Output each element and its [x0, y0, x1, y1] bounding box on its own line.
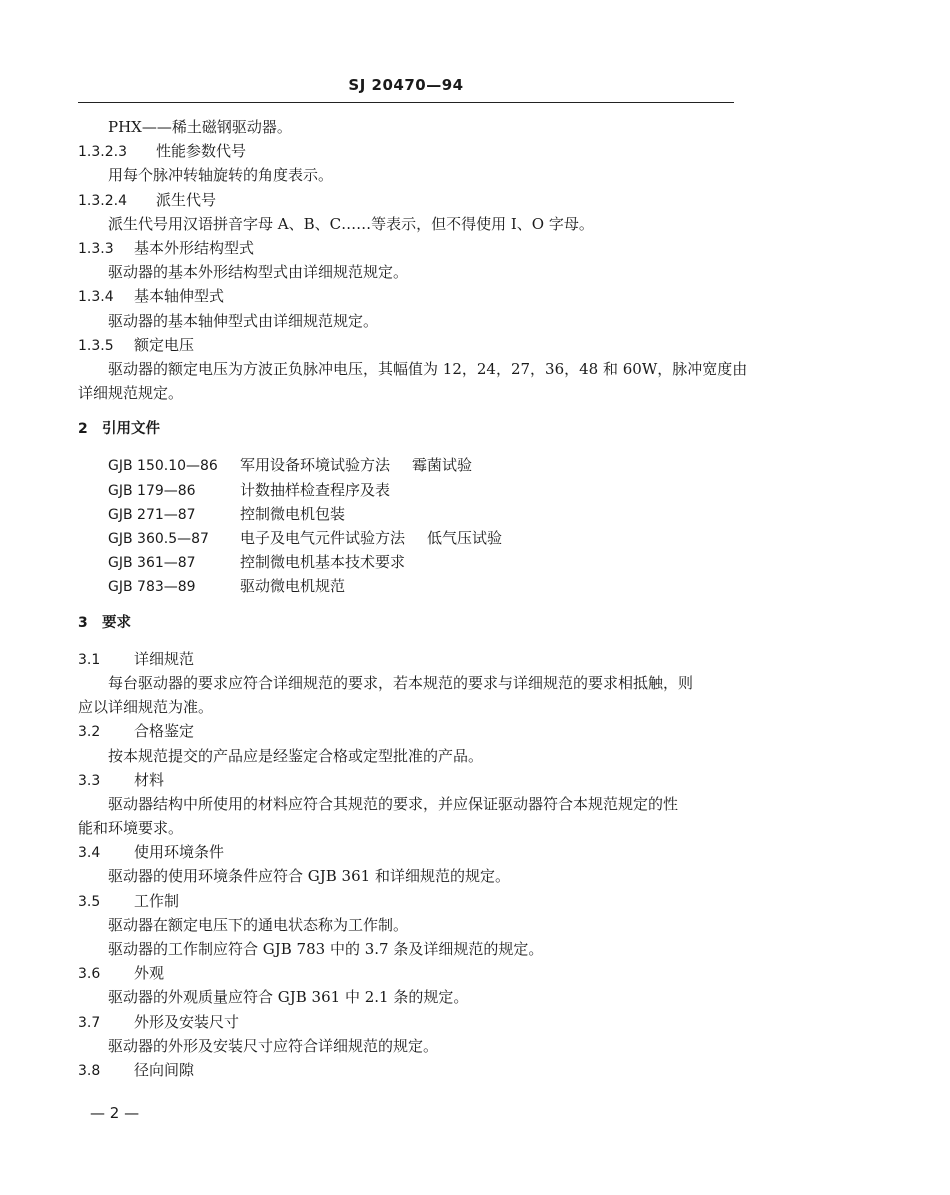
clause-heading: [78, 647, 738, 671]
section-heading: [78, 417, 738, 441]
clause-title: 性能参数代号: [156, 142, 247, 161]
clause-heading: [78, 768, 738, 792]
section-title: 引用文件: [102, 421, 160, 438]
reference-code: GJB 361—87: [108, 555, 196, 572]
reference-code: GJB 360.5—87: [108, 531, 209, 547]
reference-entry: [78, 478, 738, 502]
paragraph-continuation: 能和环境要求。: [78, 819, 184, 838]
spacer: [78, 599, 738, 611]
clause-heading: [78, 840, 738, 864]
clause-heading: [78, 139, 738, 163]
clause-heading: [78, 284, 738, 308]
clause-number: 3.8: [78, 1062, 101, 1079]
paragraph-line: 驱动器的基本轴伸型式由详细规范规定。: [108, 311, 379, 330]
reference-entry: [78, 453, 738, 477]
reference-subtitle: 低气压试验: [427, 529, 503, 547]
paragraph-line: 驱动器的工作制应符合 GJB 783 中的 3.7 条及详细规范的规定。: [108, 940, 544, 958]
reference-title: 驱动微电机规范: [240, 577, 346, 596]
clause-title: 基本外形结构型式: [134, 238, 255, 257]
spacer: [78, 405, 738, 417]
reference-title: 控制微电机包装: [240, 504, 346, 523]
section-number: 2: [78, 421, 88, 438]
paragraph-line: 驱动器在额定电压下的通电状态称为工作制。: [108, 915, 409, 934]
clause-title: 基本轴伸型式: [134, 287, 225, 306]
clause-title: 详细规范: [134, 649, 195, 668]
reference-title: 控制微电机基本技术要求: [240, 553, 406, 572]
clause-heading: [78, 1010, 738, 1034]
paragraph-continuation: 详细规范规定。: [78, 384, 184, 403]
clause-number: 1.3.3: [78, 240, 114, 257]
clause-number: 3.1: [78, 651, 101, 668]
paragraph-line: 驱动器的基本外形结构型式由详细规范规定。: [108, 263, 409, 282]
clause-heading: [78, 1058, 738, 1082]
clause-heading: [78, 333, 738, 357]
clause-number: 3.3: [78, 772, 101, 789]
section-title: 要求: [102, 614, 131, 631]
clause-heading: [78, 961, 738, 985]
paragraph-line: 驱动器的外形及安装尺寸应符合详细规范的规定。: [108, 1036, 439, 1055]
clause-number: 3.6: [78, 966, 101, 983]
reference-title: 电子及电气元件试验方法: [240, 529, 406, 547]
clause-number: 3.2: [78, 724, 101, 741]
paragraph-line: 用每个脉冲转轴旋转的角度表示。: [108, 166, 334, 185]
clause-title: 使用环境条件: [134, 843, 225, 862]
page-number: — 2 —: [90, 1104, 140, 1122]
paragraph-line: 按本规范提交的产品应是经鉴定合格或定型批准的产品。: [108, 746, 484, 765]
spacer: [78, 635, 738, 647]
reference-entry: [78, 574, 738, 598]
reference-code: GJB 179—86: [108, 482, 196, 499]
reference-code: GJB 150.10—86: [108, 458, 218, 475]
reference-entry: [78, 502, 738, 526]
paragraph-line: 驱动器的外观质量应符合 GJB 361 中 2.1 条的规定。: [108, 988, 469, 1007]
clause-heading: [78, 188, 738, 212]
clause-title: 外形及安装尺寸: [134, 1012, 240, 1031]
clause-number: 1.3.2.4: [78, 192, 127, 209]
reference-code: GJB 271—87: [108, 506, 196, 523]
clause-title: 派生代号: [156, 190, 217, 209]
clause-heading: [78, 719, 738, 743]
clause-number: 1.3.5: [78, 337, 114, 354]
paragraph-continuation: 应以详细规范为准。: [78, 698, 214, 717]
clause-title: 材料: [134, 770, 165, 789]
reference-subtitle: 霉菌试验: [412, 456, 473, 475]
section-heading: [78, 611, 738, 635]
spacer: [78, 441, 738, 453]
section-number: 3: [78, 614, 88, 631]
paragraph-line: 驱动器的使用环境条件应符合 GJB 361 和详细规范的规定。: [108, 867, 510, 886]
clause-number: 1.3.4: [78, 289, 114, 306]
header-rule: [78, 102, 734, 103]
paragraph-line: 驱动器结构中所使用的材料应符合其规范的要求，并应保证驱动器符合本规范规定的性: [108, 794, 679, 813]
clause-title: 合格鉴定: [134, 722, 195, 741]
reference-entry: [78, 526, 738, 550]
reference-title: 军用设备环境试验方法: [240, 456, 391, 475]
clause-title: 工作制: [134, 891, 180, 910]
reference-entry: [78, 550, 738, 574]
reference-title: 计数抽样检查程序及表: [240, 480, 391, 499]
clause-heading: [78, 889, 738, 913]
document-code-header: SJ 20470—94: [348, 76, 464, 94]
paragraph-line: 每台驱动器的要求应符合详细规范的要求，若本规范的要求与详细规范的要求相抵触，则: [108, 673, 694, 692]
paragraph-line: PHX——稀土磁钢驱动器。: [108, 118, 292, 136]
reference-code: GJB 783—89: [108, 579, 196, 596]
clause-number: 3.7: [78, 1014, 101, 1031]
paragraph-line: 派生代号用汉语拼音字母 A、B、C……等表示，但不得使用 I、O 字母。: [108, 214, 594, 233]
clause-title: 外观: [134, 964, 165, 983]
clause-heading: [78, 236, 738, 260]
paragraph-line: 驱动器的额定电压为方波正负脉冲电压，其幅值为 12，24，27，36，48 和 60W，脉冲宽度由: [108, 359, 748, 378]
document-body: [78, 115, 748, 1082]
clause-number: 3.4: [78, 845, 101, 862]
clause-title: 径向间隙: [134, 1060, 195, 1079]
clause-number: 3.5: [78, 893, 101, 910]
clause-title: 额定电压: [134, 335, 195, 354]
clause-number: 1.3.2.3: [78, 144, 127, 161]
